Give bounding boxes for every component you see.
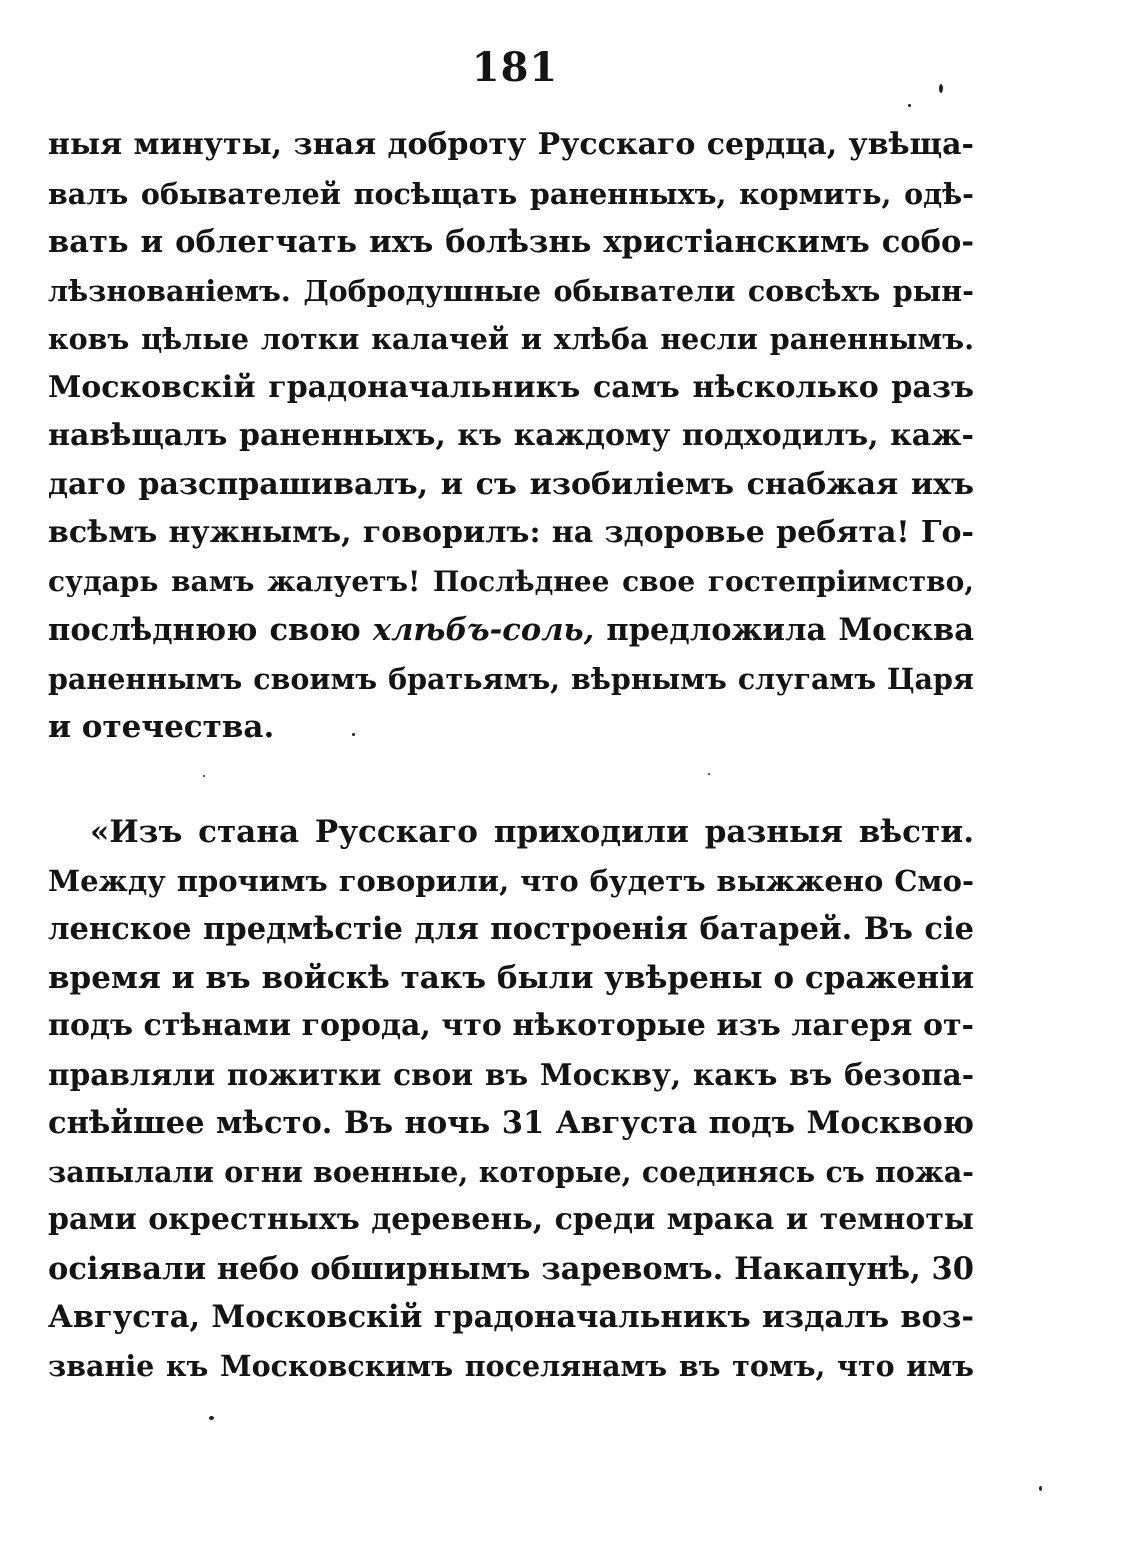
text-line: сударь вамъ жалуетъ! Послѣднее свое гостепріимство,	[48, 564, 974, 598]
scan-speck	[352, 733, 355, 736]
text-line: Между прочимъ говорили, что будетъ выжжено Смо-	[48, 863, 974, 898]
text-line: осіявали небо обширнымъ заревомъ. Накапунѣ, 30	[48, 1250, 974, 1287]
text-line: ныя минуты, зная доброту Русскаго сердца, увѣща-	[48, 127, 974, 162]
text-line: рами окрестныхъ деревень, среди мрака и темноты	[48, 1202, 974, 1237]
scan-speck	[203, 775, 205, 777]
paragraph-2	[48, 808, 974, 1390]
text-line: Московскій градоначальникъ самъ нѣсколько разъ	[48, 369, 974, 405]
italic-phrase: хлѣбъ-соль,	[372, 612, 595, 648]
text-line: раненнымъ своимъ братьямъ, вѣрнымъ слугамъ Царя	[48, 661, 974, 696]
text-line: ковъ цѣлые лотки калачей и хлѣба несли раненнымъ.	[48, 322, 974, 356]
text-fragment: предложила Москва	[606, 612, 974, 648]
scan-speck	[939, 84, 943, 93]
text-line: и отечества.	[48, 709, 275, 745]
text-line: «Изъ стана Русскаго приходили разныя вѣсти.	[90, 814, 974, 850]
text-line: Августа, Московскій градоначальникъ издалъ воз-	[48, 1299, 974, 1335]
scan-speck	[1039, 1486, 1042, 1491]
text-line: правляли пожитки свои въ Москву, какъ въ безопа-	[48, 1056, 974, 1092]
page-number: 181	[471, 44, 559, 91]
scan-speck	[209, 1416, 214, 1420]
text-line: валъ обывателей посѣщать раненныхъ, кормить, одѣ-	[48, 176, 974, 211]
text-line: запылали огни военные, которые, соединясь съ пожа-	[48, 1154, 974, 1189]
text-line: навѣщалъ раненныхъ, къ каждому подходилъ, каж-	[48, 418, 974, 453]
scan-speck	[908, 104, 911, 107]
text-line: подъ стѣнами города, что нѣкоторые изъ лагеря от-	[48, 1008, 974, 1043]
text-line: даго разспрашивалъ, и съ изобиліемъ снабжая ихъ	[48, 466, 974, 502]
text-fragment: послѣднюю свою	[48, 612, 361, 648]
text-line: лѣзнованіемъ. Добродушные обыватели совсѣхъ рын-	[48, 273, 974, 308]
text-line: всѣмъ нужнымъ, говорилъ: на здоровье ребята! Го-	[48, 515, 974, 550]
text-line: ленское предмѣстіе для построенія батарей. Въ сіе	[48, 911, 974, 947]
text-line-with-italic	[48, 606, 974, 655]
scan-speck	[708, 773, 710, 775]
text-line: вать и облегчать ихъ болѣзнь христіанскимъ собо-	[48, 224, 974, 260]
text-line: время и въ войскѣ такъ были увѣрены о сраженіи	[48, 959, 974, 996]
paragraph-1	[48, 121, 974, 752]
text-line: званіе къ Московскимъ поселянамъ въ томъ, что имъ	[48, 1348, 974, 1383]
text-line: снѣйшее мѣсто. Въ ночь 31 Августа подъ Москвою	[48, 1105, 974, 1141]
